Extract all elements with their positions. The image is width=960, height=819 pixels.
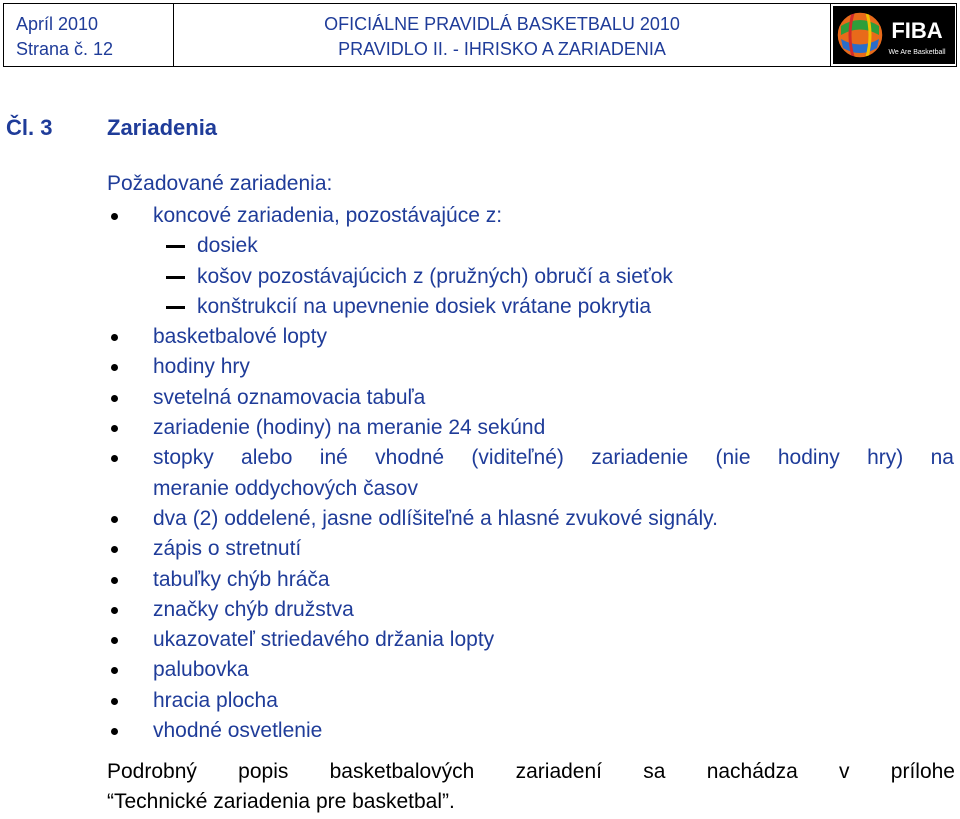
list-item-text: vhodné osvetlenie — [153, 719, 323, 743]
fiba-logo — [831, 4, 956, 66]
article-number: Čl. 3 — [6, 115, 53, 140]
list-item-text: palubovka — [153, 658, 249, 682]
page-header — [3, 3, 957, 67]
sub-list-item — [0, 262, 960, 292]
list-item — [0, 504, 960, 534]
footer-note — [107, 757, 955, 817]
logo-tagline: We Are Basketball — [887, 49, 946, 56]
list-item-text: hodiny hry — [153, 355, 250, 379]
list-item — [0, 322, 960, 352]
header-meta — [4, 4, 174, 66]
list-item-text: svetelná oznamovacia tabuľa — [153, 385, 426, 409]
footer-note-line2: “Technické zariadenia pre basketbal”. — [107, 790, 455, 813]
list-item — [0, 686, 960, 716]
list-item — [0, 383, 960, 413]
list-item-text: koncové zariadenia, pozostávajúce z: — [153, 204, 503, 227]
logo-wordmark: FIBA — [890, 18, 943, 43]
list-item — [0, 534, 960, 564]
list-item-text-line1: stopky alebo iné vhodné (viditeľné) zariadenie (nie hodiny hry) na — [153, 446, 954, 470]
footer-note-line1: Podrobný popis basketbalových zariadení sa nachádza v prílohe — [107, 760, 955, 783]
list-item-text: značky chýb družstva — [153, 597, 354, 621]
header-title: OFICIÁLNE PRAVIDLÁ BASKETBALU 2010 — [324, 14, 680, 34]
list-item — [0, 655, 960, 685]
article-heading — [0, 115, 960, 145]
header-subtitle: PRAVIDLO II. - IHRISKO A ZARIADENIA — [338, 39, 666, 59]
list-item — [0, 413, 960, 443]
header-date: Apríl 2010 — [16, 14, 99, 34]
intro-text: Požadované zariadenia: — [107, 172, 333, 195]
list-item-text: dosiek — [197, 234, 258, 258]
sub-list-item — [0, 231, 960, 261]
list-item-text: hracia plocha — [153, 688, 278, 712]
equipment-list — [0, 201, 960, 746]
header-titles — [174, 4, 831, 66]
list-item — [0, 565, 960, 595]
list-item-text: tabuľky chýb hráča — [153, 567, 330, 591]
header-page-number: Strana č. 12 — [16, 39, 114, 59]
list-item-text: dva (2) oddelené, jasne odlíšiteľné a hlasné zvukové signály. — [153, 506, 718, 530]
list-item — [0, 443, 960, 504]
list-item-text: zariadenie (hodiny) na meranie 24 sekúnd — [153, 416, 546, 440]
list-item-text: zápis o stretnutí — [153, 537, 302, 561]
list-item — [0, 352, 960, 382]
list-item-text: konštrukcií na upevnenie dosiek vrátane pokrytia — [197, 294, 652, 318]
list-item-text: košov pozostávajúcich z (pružných) obručí a sieťok — [197, 264, 673, 288]
list-item — [0, 595, 960, 625]
list-item — [0, 625, 960, 655]
article-title: Zariadenia — [107, 115, 218, 140]
list-item-text-line2: meranie oddychových časov — [153, 476, 418, 500]
sub-list-item — [0, 292, 960, 322]
list-item-text: ukazovateľ striedavého držania lopty — [153, 628, 495, 652]
list-item-text: basketbalové lopty — [153, 325, 327, 349]
list-item — [0, 201, 960, 231]
list-item — [0, 716, 960, 746]
